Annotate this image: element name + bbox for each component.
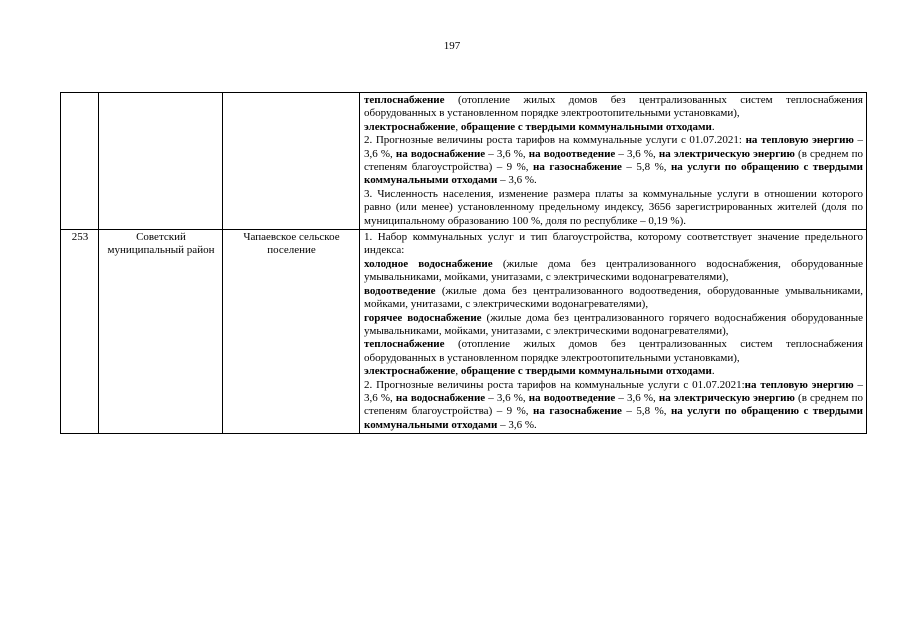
paragraph: [364, 231, 863, 258]
text-run: – 3,6 %,: [615, 147, 659, 160]
text-run: – 3,6 %,: [364, 134, 864, 160]
text-run: .: [711, 365, 715, 378]
paragraph: [364, 338, 863, 365]
bold-text: на газоснабжение: [533, 161, 622, 174]
bold-text: горячее водоснабжение: [364, 311, 482, 324]
text-run: (жилые дома без централизованного водоотведения, оборудованные умывальниками, мойками, унитазами, с электрическими водонагревателями),: [364, 284, 863, 311]
text-run: 3. Численность населения, изменение размера платы за коммунальные услуги в отношении которого равно (или менее) установленному предельному индексу, 3656 зарегистрированных жителей (доля по муниципальному образованию 100 %, доля по республике – 0,19 %).: [364, 187, 863, 227]
bold-text: электроснабжение: [364, 365, 456, 378]
bold-text: теплоснабжение: [364, 338, 445, 351]
description-text: [364, 94, 863, 228]
text-run: .: [711, 120, 715, 133]
paragraph: [364, 258, 863, 285]
table-row-continued: [61, 93, 867, 230]
text-run: (в среднем по степеням благоустройства) – 9 %,: [364, 391, 863, 418]
bold-text: холодное водоснабжение: [364, 257, 493, 270]
paragraph: [364, 94, 863, 121]
text-run: – 3,6 %.: [497, 174, 537, 187]
bold-text: на водоснабжение: [395, 391, 486, 404]
bold-text: электроснабжение: [364, 120, 456, 133]
text-run: – 3,6 %,: [615, 391, 659, 404]
bold-text: на водоснабжение: [395, 147, 486, 160]
text-run: – 3,6 %,: [485, 147, 529, 160]
cell-description: [360, 93, 867, 230]
cell-district-empty: [99, 93, 223, 230]
bold-text: на тепловую энергию: [744, 378, 854, 391]
text-run: (в среднем по степеням благоустройства) – 9 %,: [364, 147, 863, 174]
bold-text: на водоотведение: [528, 391, 616, 404]
description-text: [364, 231, 863, 432]
bold-text: на услуги по обращению с твердыми коммунальными отходами: [364, 161, 863, 187]
paragraph: [364, 379, 863, 433]
text-run: (отопление жилых домов без централизованных систем теплоснабжения оборудованных в установленном порядке электроотопительными установками),: [364, 338, 863, 364]
text-run: 1. Набор коммунальных услуг и тип благоустройства, которому соответствует значение предельного индекса:: [364, 231, 863, 257]
bold-text: на электрическую энергию: [658, 147, 795, 160]
text-run: (отопление жилых домов без централизованных систем теплоснабжения оборудованных в установленном порядке электроотопительными установками),: [364, 94, 863, 120]
text-run: – 5,8 %,: [621, 405, 671, 418]
text-run: ,: [455, 365, 461, 378]
page-number: 197: [443, 40, 461, 52]
paragraph: [364, 312, 863, 339]
district-name: Советский муниципальный район: [99, 230, 223, 434]
settlement-name: Чапаевское сельское поселение: [223, 230, 360, 434]
cell-number-empty: [61, 93, 99, 230]
tariff-table: [60, 92, 867, 434]
bold-text: на водоотведение: [528, 147, 616, 160]
text-run: (жилые дома без централизованного водоснабжения, оборудованные умывальниками, мойками, унитазами, с электрическими водонагревателями),: [364, 257, 863, 284]
bold-text: обращение с твердыми коммунальными отходами: [460, 365, 712, 378]
text-run: – 3,6 %.: [497, 418, 537, 431]
bold-text: на тепловую энергию: [745, 134, 854, 147]
text-run: (жилые дома без централизованного горячего водоснабжения оборудованные умывальниками, мойками, унитазами, с электрическими водонагревателями),: [364, 311, 863, 337]
bold-text: обращение с твердыми коммунальными отходами: [460, 120, 712, 133]
table-row-253: [61, 230, 867, 434]
text-run: – 3,6 %,: [364, 378, 863, 404]
paragraph: [364, 188, 863, 228]
paragraph: [364, 365, 863, 378]
text-run: 2. Прогнозные величины роста тарифов на коммунальные услуги с 01.07.2021:: [364, 134, 746, 147]
text-run: 2. Прогнозные величины роста тарифов на коммунальные услуги с 01.07.2021:: [364, 378, 745, 391]
paragraph: [364, 285, 863, 312]
cell-settlement-empty: [223, 93, 360, 230]
bold-text: на электрическую энергию: [658, 391, 795, 404]
text-run: – 3,6 %,: [485, 391, 529, 404]
paragraph: [364, 134, 863, 188]
bold-text: теплоснабжение: [364, 94, 445, 106]
bold-text: на газоснабжение: [533, 405, 622, 418]
text-run: ,: [455, 120, 461, 133]
cell-description: [360, 230, 867, 434]
bold-text: водоотведение: [364, 284, 436, 297]
text-run: – 5,8 %,: [621, 161, 671, 174]
row-number: 253: [61, 230, 99, 434]
paragraph: [364, 121, 863, 134]
bold-text: на услуги по обращению с твердыми коммунальными отходами: [364, 405, 863, 431]
